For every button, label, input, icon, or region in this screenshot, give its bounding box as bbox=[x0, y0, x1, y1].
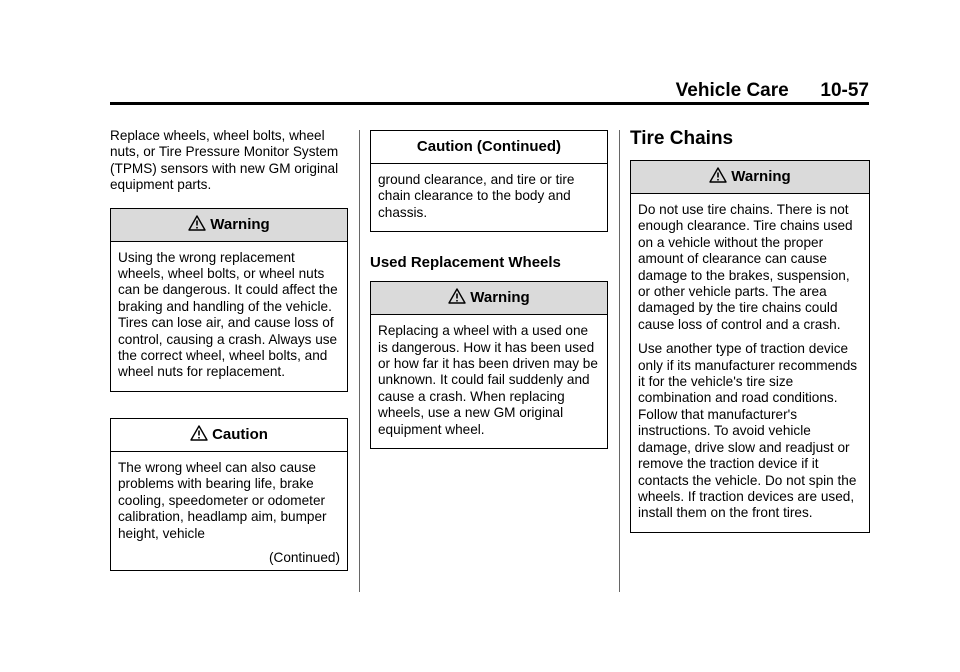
header-rule bbox=[110, 102, 869, 105]
warning-box-tire-chains bbox=[630, 160, 870, 533]
column-divider bbox=[359, 130, 360, 592]
warning-triangle-icon bbox=[188, 215, 206, 231]
intro-paragraph: Replace wheels, wheel bolts, wheel nuts, or Tire Pressure Monitor System (TPMS) sensors with new GM original equipment parts. bbox=[110, 128, 339, 193]
caution-box-header bbox=[111, 419, 347, 452]
warning-paragraph-1: Do not use tire chains. There is not enough clearance. Tire chains used on a vehicle without the proper amount of clearance can cause damage to the brakes, suspension, or other vehicle parts. The area damaged by the tire chains could cause loss of control and a crash. bbox=[638, 202, 853, 332]
warning-title: Warning bbox=[210, 215, 270, 233]
warning-box-header bbox=[631, 161, 869, 194]
warning-paragraph-2: Use another type of traction device only if its manufacturer recommends it for the vehicle's tire size combination and road conditions. Follow that manufacturer's instructions. To avoid vehicle damage, drive slow and readjust or remove the traction device if it contacts the vehicle. Do not spin the wheels. If traction devices are used, install them on the front tires. bbox=[638, 341, 858, 521]
warning-text: Using the wrong replacement wheels, wheel bolts, or wheel nuts can be dangerous. It could affect the braking and handling of the vehicle. Tires can lose air, and cause loss of control, causing a crash. Always use the correct wheel, wheel bolts, and wheel nuts for replacement. bbox=[118, 249, 338, 380]
column-2 bbox=[370, 128, 608, 449]
header-title bbox=[676, 80, 869, 102]
warning-title: Warning bbox=[470, 289, 530, 307]
column-divider bbox=[619, 130, 620, 592]
column-1 bbox=[110, 128, 348, 571]
header-page-number: 10-57 bbox=[820, 80, 869, 101]
caution-triangle-icon bbox=[190, 425, 208, 441]
header-section: Vehicle Care bbox=[675, 80, 789, 101]
caution-continued-header: Caution (Continued) bbox=[371, 131, 607, 164]
column-3 bbox=[630, 128, 870, 533]
warning-box-used-wheels bbox=[370, 281, 608, 449]
section-heading-tire-chains: Tire Chains bbox=[630, 128, 734, 149]
caution-continued-box bbox=[370, 130, 608, 232]
caution-title: Caution bbox=[212, 425, 268, 443]
warning-box-header bbox=[371, 282, 607, 315]
subheading-used-wheels: Used Replacement Wheels bbox=[370, 254, 561, 272]
warning-box-header bbox=[111, 209, 347, 242]
warning-box-wheels bbox=[110, 208, 348, 392]
caution-text: The wrong wheel can also cause problems with bearing life, brake cooling, speedometer or odometer calibration, headlamp aim, bumper height, vehicle bbox=[118, 459, 327, 541]
warning-title: Warning bbox=[731, 168, 791, 185]
warning-text: Replacing a wheel with a used one is dangerous. How it has been used or how far it has been driven may be unknown. It could fail suddenly and cause a crash. When replacing wheels, use a new GM original equipment wheel. bbox=[378, 323, 598, 437]
warning-triangle-icon bbox=[448, 288, 466, 304]
continued-label: (Continued) bbox=[268, 549, 340, 565]
caution-continued-text: ground clearance, and tire or tire chain clearance to the body and chassis. bbox=[378, 172, 575, 220]
warning-triangle-icon bbox=[709, 167, 727, 183]
caution-box bbox=[110, 418, 348, 571]
